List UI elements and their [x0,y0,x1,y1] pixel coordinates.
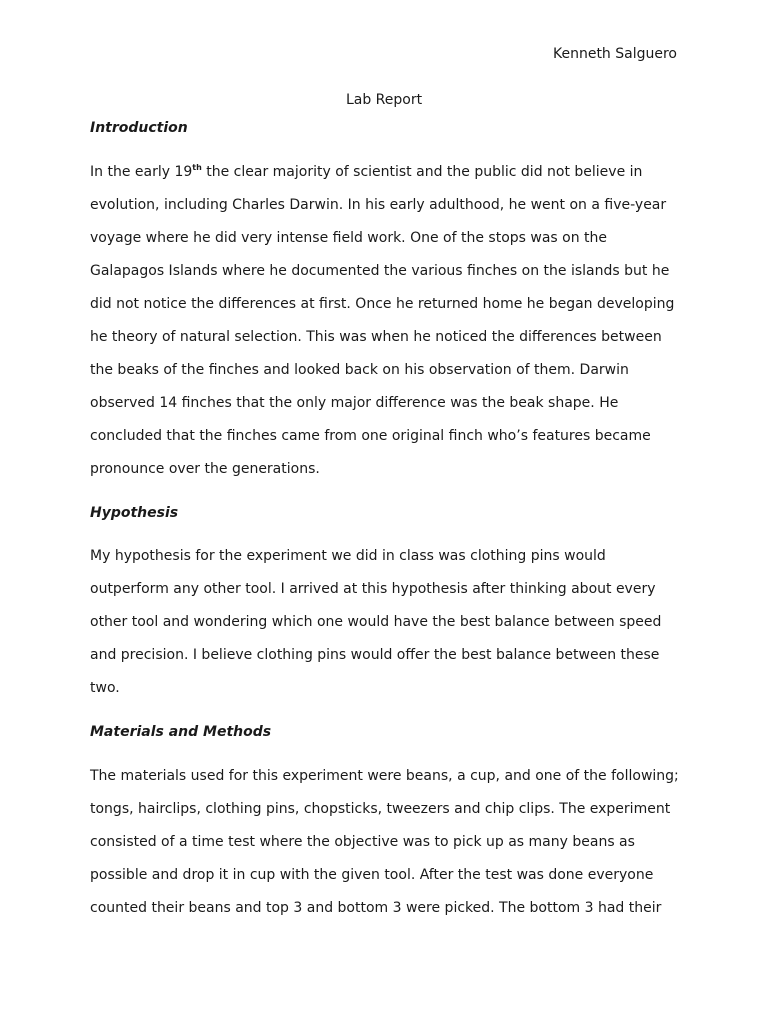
materials-methods-heading: Materials and Methods [90,724,272,740]
paragraph-line: outperform any other tool. I arrived at this hypothesis after thinking about every [90,581,656,597]
materials-methods-paragraph [90,767,690,932]
paragraph-line: the beaks of the finches and looked back on his observation of them. Darwin [90,362,629,378]
paragraph-line: voyage where he did very intense field work. One of the stops was on the [90,230,608,246]
paragraph-line: pronounce over the generations. [90,461,320,477]
document-title: Lab Report [345,92,423,108]
paragraph-line: evolution, including Charles Darwin. In his early adulthood, he went on a five-year [90,197,667,213]
paragraph-line: and precision. I believe clothing pins would offer the best balance between these [90,647,660,663]
paragraph-line: he theory of natural selection. This was when he noticed the differences between [90,329,662,345]
hypothesis-paragraph [90,547,690,712]
paragraph-line: possible and drop it in cup with the given tool. After the test was done everyone [90,867,654,883]
paragraph-line: Galapagos Islands where he documented the various finches on the islands but he [90,263,670,279]
paragraph-line: tongs, hairclips, clothing pins, chopsticks, tweezers and chip clips. The experiment [90,801,671,817]
author-name: Kenneth Salguero [552,46,677,62]
paragraph-line: concluded that the finches came from one original finch who’s features became [90,428,651,444]
paragraph-line: did not notice the differences at first. Once he returned home he began developing [90,296,675,312]
ordinal-suffix: th [192,163,202,172]
line-text: In the early 19 [90,164,193,180]
introduction-paragraph [90,163,690,493]
paragraph-line: other tool and wondering which one would have the best balance between speed [90,614,662,630]
paragraph-line: My hypothesis for the experiment we did in class was clothing pins would [90,548,606,564]
paragraph-line: consisted of a time test where the objective was to pick up as many beans as [90,834,635,850]
paragraph-line: counted their beans and top 3 and bottom 3 were picked. The bottom 3 had their [90,900,662,916]
introduction-heading: Introduction [90,120,188,136]
paragraph-line: two. [90,680,120,696]
line-text: the clear majority of scientist and the public did not believe in [201,164,643,180]
paragraph-line [90,163,690,196]
paragraph-line: observed 14 finches that the only major difference was the beak shape. He [90,395,619,411]
paragraph-line: The materials used for this experiment were beans, a cup, and one of the following; [90,768,679,784]
hypothesis-heading: Hypothesis [90,505,179,521]
